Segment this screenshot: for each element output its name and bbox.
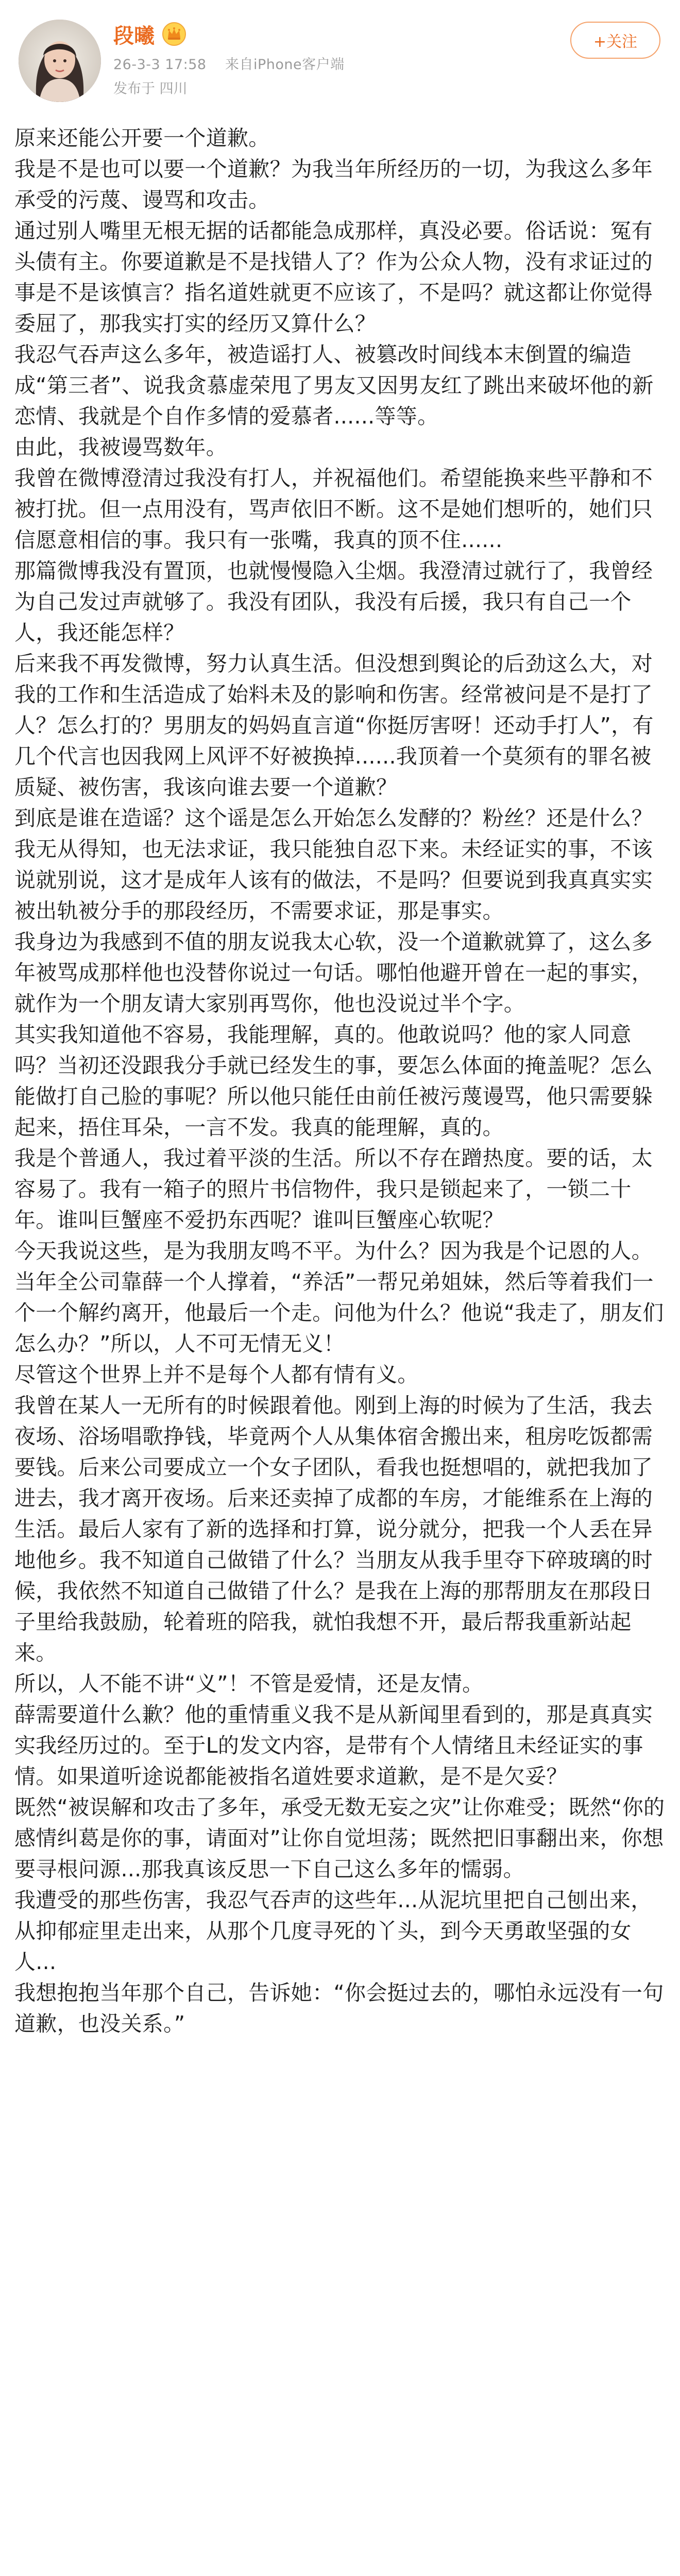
paragraph: 后来我不再发微博，努力认真生活。但没想到舆论的后劲这么大，对我的工作和生活造成了始料未及的影响和伤害。经常被问是不是打了人？怎么打的？男朋友的妈妈直言道“你挺厉害呀！还动手打人”，有几个代言也因我网上风评不好被换掉......我顶着一个莫须有的罪名被质疑、被伤害，我该向谁去要一个道歉？ — [14, 651, 654, 800]
paragraph: 我曾在微博澄清过我没有打人，并祝福他们。希望能换来些平静和不被打扰。但一点用没有，骂声依旧不断。这不是她们想听的，她们只信愿意相信的事。我只有一张嘴，我真的顶不住...... — [14, 466, 653, 552]
paragraph: 既然“被误解和攻击了多年，承受无数无妄之灾”让你难受；既然“你的感情纠葛是你的事，请面对”让你自觉坦荡；既然把旧事翻出来，你想要寻根问源...那我真该反思一下自己这么多年的懦弱。 — [14, 1795, 665, 1882]
follow-button[interactable]: +关注 — [570, 22, 660, 59]
paragraph: 薛需要道什么歉？他的重情重义我不是从新闻里看到的，那是真真实实我经历过的。至于L的发文内容，是带有个人情绪且未经证实的事情。如果道听途说都能被指名道姓要求道歉，是不是欠妥？ — [14, 1702, 653, 1789]
author-name[interactable]: 段曦 — [113, 24, 155, 48]
paragraph: 当年全公司靠薛一个人撑着，“养活”一帮兄弟姐妹，然后等着我们一个一个解约离开，他最后一个走。问他为什么？他说“我走了，朋友们怎么办？”所以，人不可无情无义！ — [14, 1269, 664, 1356]
post-time: 26-3-3 17:58 — [113, 57, 207, 73]
paragraph: 我遭受的那些伤害，我忍气吞声的这些年...从泥坑里把自己刨出来，从抑郁症里走出来，从那个几度寻死的丫头，到今天勇敢坚强的女人... — [14, 1888, 652, 1974]
post-header — [0, 0, 680, 118]
post-location: 发布于 四川 — [113, 81, 188, 97]
crown-icon — [162, 22, 186, 46]
paragraph: 所以，人不能不讲“义”！不管是爱情，还是友情。 — [14, 1671, 484, 1696]
paragraph: 由此，我被谩骂数年。 — [14, 435, 227, 460]
paragraph: 我曾在某人一无所有的时候跟着他。刚到上海的时候为了生活，我去夜场、浴场唱歌挣钱，毕竟两个人从集体宿舍搬出来，租房吃饭都需要钱。后来公司要成立一个女子团队，看我也挺想唱的，就把我加了进去，我才离开夜场。后来还卖掉了成都的车房，才能维系在上海的生活。最后人家有了新的选择和打算，说分就分，把我一个人丢在异地他乡。我不知道自己做错了什么？当朋友从我手里夺下碎玻璃的时候，我依然不知道自己做错了什么？是我在上海的那帮朋友在那段日子里给我鼓励，轮着班的陪我，就怕我想不开，最后帮我重新站起来。 — [14, 1393, 653, 1665]
paragraph: 我身边为我感到不值的朋友说我太心软，没一个道歉就算了，这么多年被骂成那样他也没替你说过一句话。哪怕他避开曾在一起的事实，就作为一个朋友请大家别再骂你，他也没说过半个字。 — [14, 929, 653, 1016]
paragraph: 我是不是也可以要一个道歉？为我当年所经历的一切，为我这么多年承受的污蔑、谩骂和攻击。 — [14, 157, 653, 212]
paragraph: 到底是谁在造谣？这个谣是怎么开始怎么发酵的？粉丝？还是什么？我无从得知，也无法求证，我只能独自忍下来。未经证实的事，不该说就别说，这才是成年人该有的做法，不是吗？但要说到我真真实实被出轨被分手的那段经历，不需要求证，那是事实。 — [14, 806, 653, 923]
paragraph: 其实我知道他不容易，我能理解，真的。他敢说吗？他的家人同意吗？当初还没跟我分手就已经发生的事，要怎么体面的掩盖呢？怎么能做打自己脸的事呢？所以他只能任由前任被污蔑谩骂，他只需要躲起来，捂住耳朵，一言不发。我真的能理解，真的。 — [14, 1022, 653, 1140]
post-source: 来自iPhone客户端 — [225, 57, 345, 73]
paragraph: 今天我说这些，是为我朋友鸣不平。为什么？因为我是个记恩的人。 — [14, 1239, 653, 1263]
paragraph: 尽管这个世界上并不是每个人都有情有义。 — [14, 1362, 419, 1387]
paragraph: 原来还能公开要一个道歉。 — [14, 126, 270, 150]
paragraph: 通过别人嘴里无根无据的话都能急成那样，真没必要。俗话说：冤有头债有主。你要道歉是不是找错人了？作为公众人物，没有求证过的事是不是该慎言？指名道姓就更不应该了，不是吗？就这都让你觉得委屈了，那我实打实的经历又算什么？ — [14, 218, 653, 336]
paragraph: 那篇微博我没有置顶，也就慢慢隐入尘烟。我澄清过就行了，我曾经为自己发过声就够了。我没有团队，我没有后援，我只有自己一个人，我还能怎样？ — [14, 558, 653, 645]
avatar[interactable] — [19, 20, 101, 102]
paragraph: 我忍气吞声这么多年，被造谣打人、被篡改时间线本末倒置的编造成“第三者”、说我贪慕虚荣甩了男友又因男友红了跳出来破坏他的新恋情、我就是个自作多情的爱慕者......等等。 — [14, 342, 654, 429]
paragraph: 我是个普通人，我过着平淡的生活。所以不存在蹭热度。要的话，太容易了。我有一箱子的照片书信物件，我只是锁起来了，一锁二十年。谁叫巨蟹座不爱扔东西呢？谁叫巨蟹座心软呢？ — [14, 1146, 653, 1232]
post-body — [14, 123, 668, 2039]
avatar-image — [19, 20, 101, 102]
paragraph: 我想抱抱当年那个自己，告诉她：“你会挺过去的，哪怕永远没有一句道歉，也没关系。” — [14, 1980, 664, 2036]
post-meta — [113, 53, 345, 73]
author-row — [113, 19, 186, 49]
